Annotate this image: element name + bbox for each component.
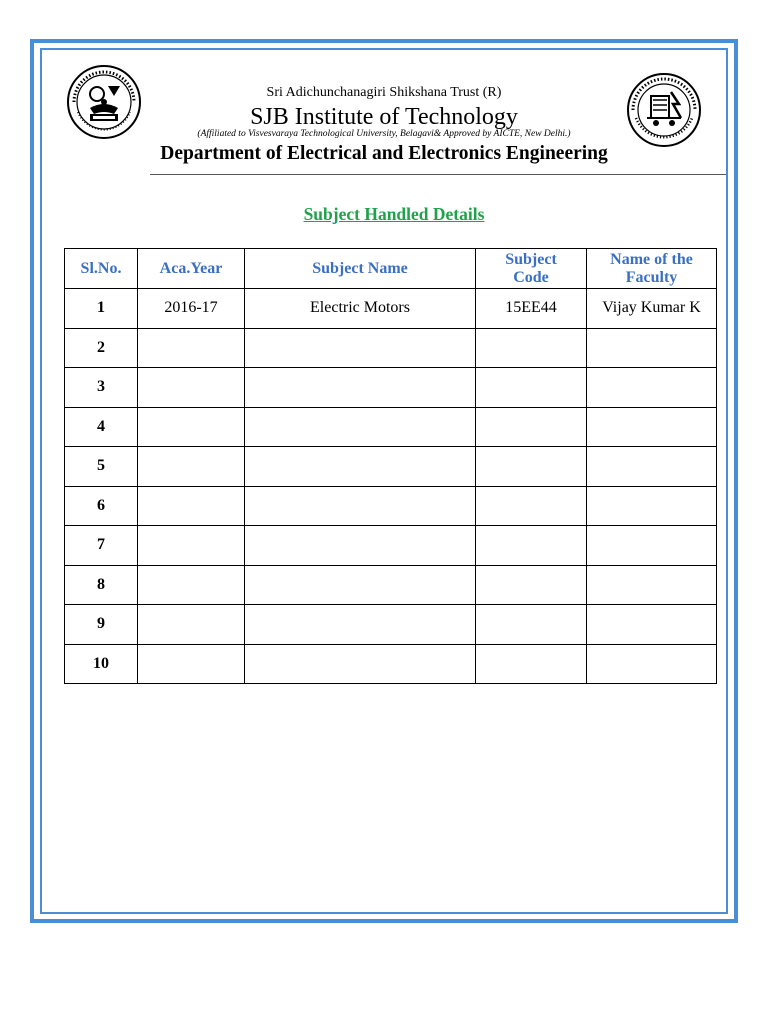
header-faculty-name bbox=[587, 249, 717, 289]
table-header-row bbox=[65, 249, 717, 289]
cell-subject-code bbox=[476, 565, 587, 605]
cell-sl-no: 10 bbox=[65, 644, 138, 684]
header-sl-no: Sl.No. bbox=[65, 249, 138, 289]
cell-subject-name bbox=[245, 605, 476, 645]
cell-subject-code bbox=[476, 328, 587, 368]
cell-aca-year: 2016-17 bbox=[138, 289, 245, 329]
cell-faculty-name bbox=[587, 407, 717, 447]
cell-faculty-name bbox=[587, 328, 717, 368]
cell-faculty-name bbox=[587, 486, 717, 526]
header-faculty-line1: Name of the bbox=[610, 250, 693, 268]
department-name: Department of Electrical and Electronics Engineering bbox=[160, 143, 608, 164]
cell-sl-no: 5 bbox=[65, 447, 138, 487]
table-row bbox=[65, 565, 717, 605]
cell-aca-year bbox=[138, 368, 245, 408]
table-row bbox=[65, 486, 717, 526]
header-divider bbox=[150, 174, 726, 175]
cell-subject-name bbox=[245, 526, 476, 566]
cell-subject-code bbox=[476, 486, 587, 526]
table-row bbox=[65, 289, 717, 329]
header-aca-year: Aca.Year bbox=[138, 249, 245, 289]
cell-subject-code bbox=[476, 368, 587, 408]
cell-faculty-name bbox=[587, 605, 717, 645]
institute-name: SJB Institute of Technology bbox=[250, 104, 518, 130]
cell-faculty-name bbox=[587, 526, 717, 566]
cell-aca-year bbox=[138, 644, 245, 684]
affiliation-note: (Affiliated to Visvesvaraya Technological University, Belagavi& Approved by AICTE, New Delhi.) bbox=[197, 129, 571, 139]
cell-subject-code bbox=[476, 447, 587, 487]
cell-sl-no: 6 bbox=[65, 486, 138, 526]
cell-subject-name: Electric Motors bbox=[245, 289, 476, 329]
trust-name: Sri Adichunchanagiri Shikshana Trust (R) bbox=[266, 85, 502, 100]
cell-aca-year bbox=[138, 447, 245, 487]
cell-faculty-name bbox=[587, 565, 717, 605]
cell-subject-name bbox=[245, 368, 476, 408]
cell-subject-code: 15EE44 bbox=[476, 289, 587, 329]
cell-subject-name bbox=[245, 565, 476, 605]
cell-faculty-name bbox=[587, 644, 717, 684]
cell-sl-no: 9 bbox=[65, 605, 138, 645]
table-row bbox=[65, 407, 717, 447]
cell-subject-name bbox=[245, 447, 476, 487]
cell-sl-no: 7 bbox=[65, 526, 138, 566]
header-subject-code-line2: Code bbox=[513, 268, 549, 286]
cell-aca-year bbox=[138, 407, 245, 447]
cell-subject-code bbox=[476, 526, 587, 566]
header-subject-code-line1: Subject bbox=[505, 250, 557, 268]
header-faculty-line2: Faculty bbox=[625, 268, 678, 286]
cell-faculty-name bbox=[587, 368, 717, 408]
table-row bbox=[65, 368, 717, 408]
header-subject-code bbox=[476, 249, 587, 289]
cell-subject-code bbox=[476, 605, 587, 645]
cell-subject-name bbox=[245, 407, 476, 447]
cell-sl-no: 8 bbox=[65, 565, 138, 605]
table-row bbox=[65, 447, 717, 487]
table-row bbox=[65, 644, 717, 684]
table-row bbox=[65, 526, 717, 566]
cell-aca-year bbox=[138, 328, 245, 368]
cell-subject-name bbox=[245, 486, 476, 526]
cell-aca-year bbox=[138, 565, 245, 605]
cell-subject-name bbox=[245, 644, 476, 684]
cell-sl-no: 3 bbox=[65, 368, 138, 408]
cell-sl-no: 2 bbox=[65, 328, 138, 368]
header-subject-name: Subject Name bbox=[245, 249, 476, 289]
document-title: Subject Handled Details bbox=[303, 204, 485, 224]
table-row bbox=[65, 605, 717, 645]
cell-aca-year bbox=[138, 486, 245, 526]
cell-aca-year bbox=[138, 526, 245, 566]
subject-details-table bbox=[64, 248, 717, 684]
cell-aca-year bbox=[138, 605, 245, 645]
cell-sl-no: 4 bbox=[65, 407, 138, 447]
cell-subject-name bbox=[245, 328, 476, 368]
cell-faculty-name: Vijay Kumar K bbox=[587, 289, 717, 329]
cell-subject-code bbox=[476, 644, 587, 684]
cell-faculty-name bbox=[587, 447, 717, 487]
table-row bbox=[65, 328, 717, 368]
cell-sl-no: 1 bbox=[65, 289, 138, 329]
cell-subject-code bbox=[476, 407, 587, 447]
